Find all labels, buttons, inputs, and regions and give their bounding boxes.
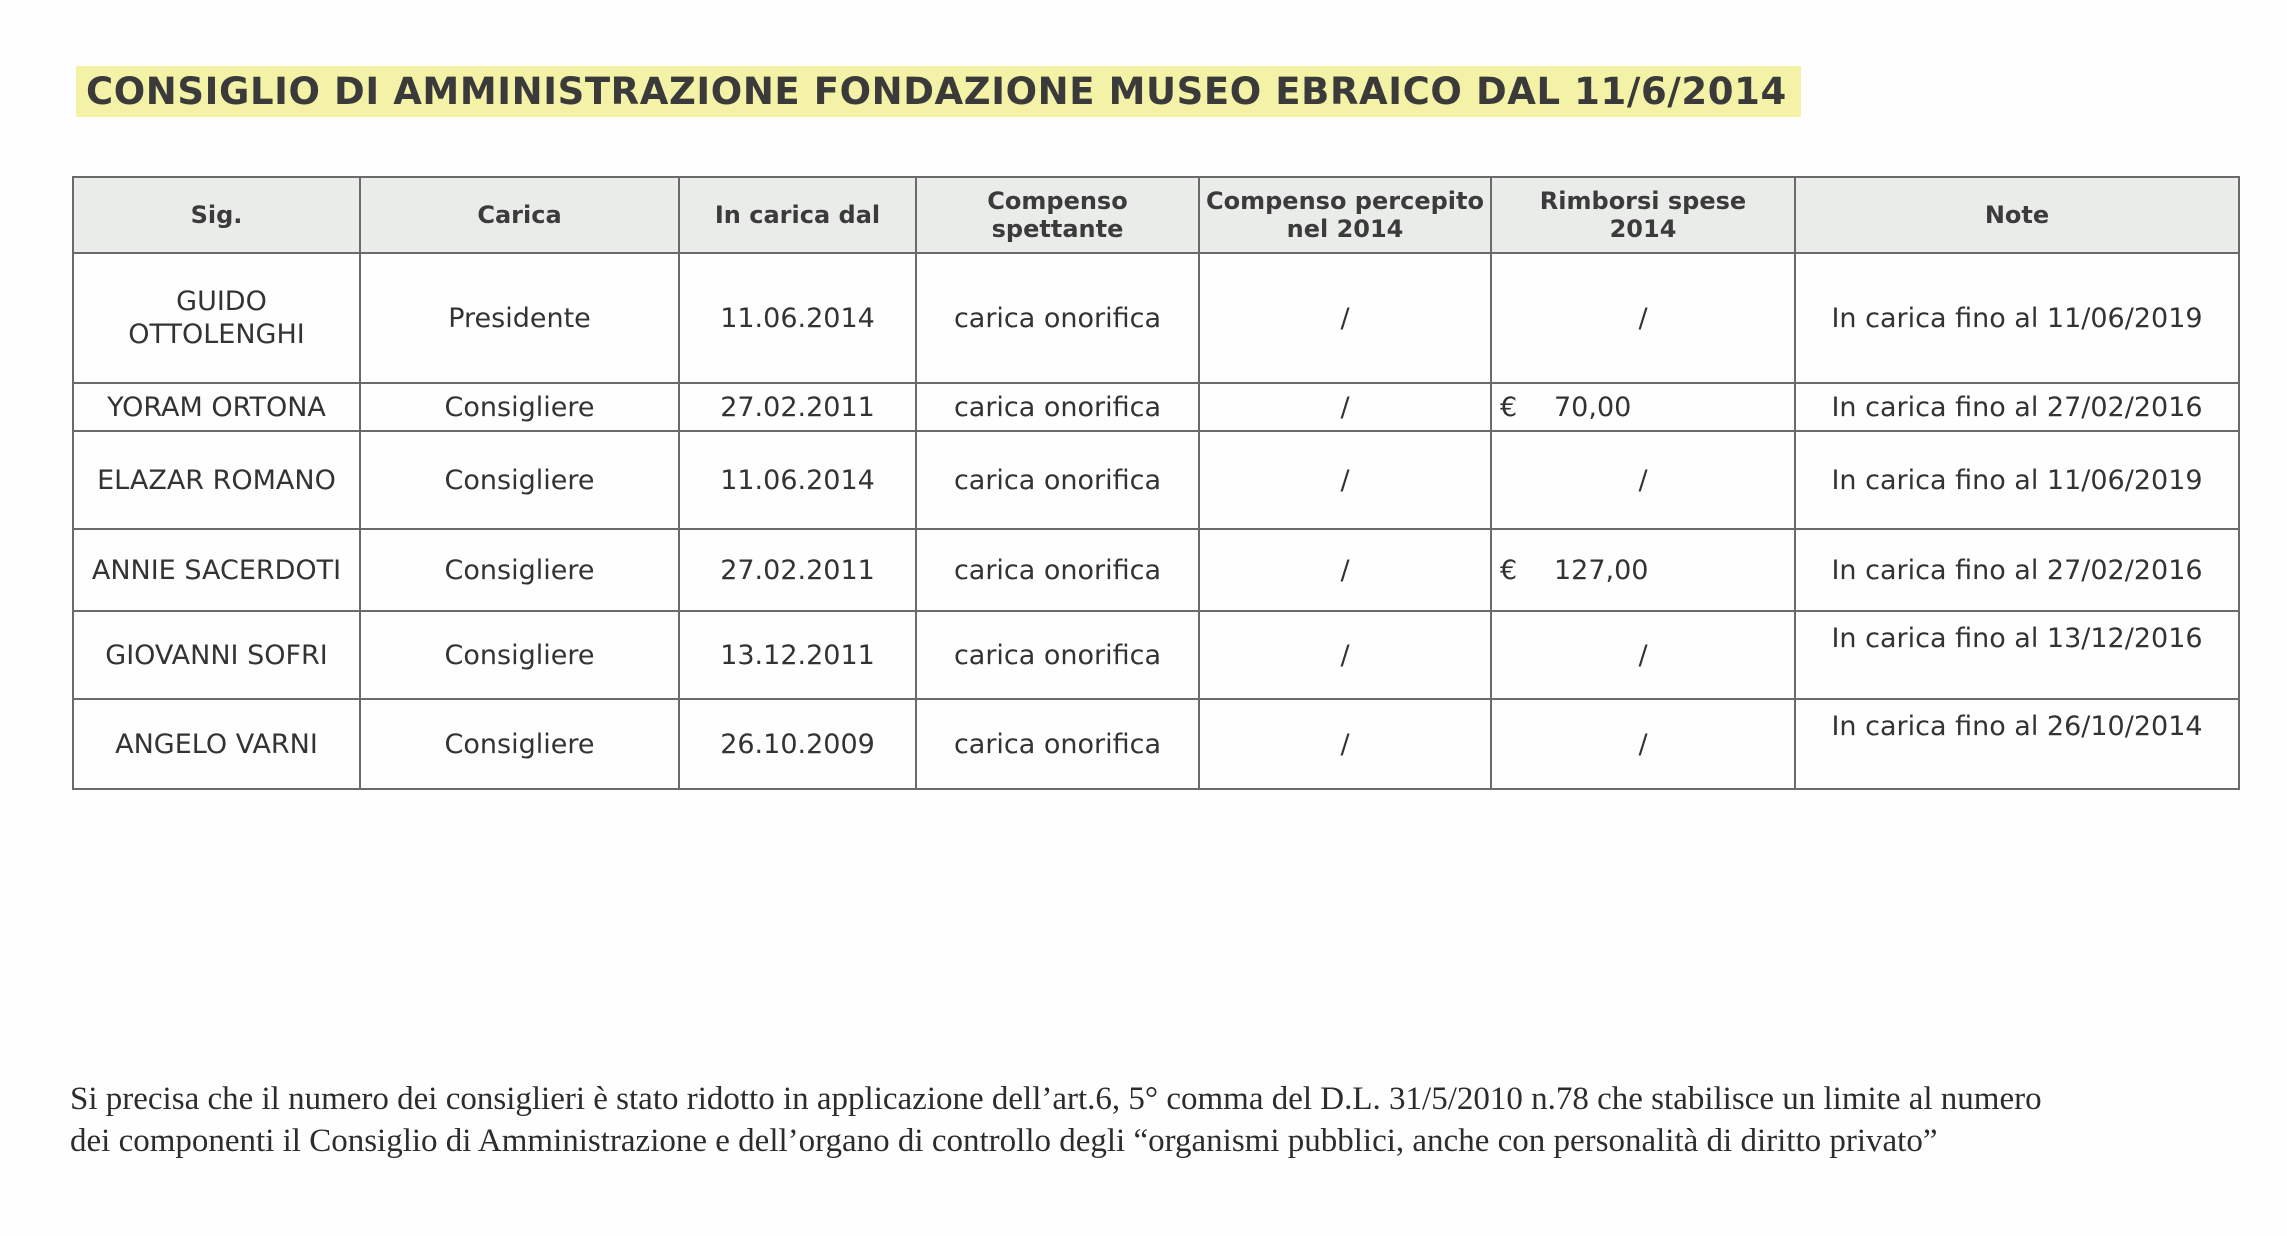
cell-rimborsi: / [1491,611,1795,699]
table-header-row [73,177,2239,253]
cell-name: ANGELO VARNI [73,699,360,789]
euro-sign: € [1500,391,1518,423]
cell-note: In carica fino al 13/12/2016 [1795,611,2239,699]
cell-note: In carica fino al 27/02/2016 [1795,529,2239,611]
cell-rimborsi [1491,383,1795,431]
cell-carica: Consigliere [360,611,679,699]
cell-percepito: / [1199,699,1491,789]
cell-dal: 13.12.2011 [679,611,916,699]
cell-note: In carica fino al 11/06/2019 [1795,431,2239,529]
header-rimborsi-line1: Rimborsi spese [1539,187,1747,215]
cell-percepito: / [1199,253,1491,383]
name-line-1: GUIDO [176,286,267,317]
cell-rimborsi: / [1491,699,1795,789]
header-compenso-percepito-line2: nel 2014 [1286,215,1404,243]
table-row [73,529,2239,611]
cell-name [73,253,360,383]
cell-percepito: / [1199,383,1491,431]
table-row [73,699,2239,789]
header-rimborsi [1491,177,1795,253]
cell-compenso: carica onorifica [916,253,1199,383]
document-title: CONSIGLIO DI AMMINISTRAZIONE FONDAZIONE MUSEO EBRAICO DAL 11/6/2014 [86,70,1787,113]
header-in-carica-dal: In carica dal [679,177,916,253]
cell-note: In carica fino al 26/10/2014 [1795,699,2239,789]
footnote-line-1: Si precisa che il numero dei consiglieri è stato ridotto in applicazione dell’art.6, 5° comma del D.L. 31/5/2010 n.78 che stabilisce un limite al numero [70,1081,2042,1117]
header-note: Note [1795,177,2239,253]
cell-dal: 26.10.2009 [679,699,916,789]
table-row [73,253,2239,383]
cell-dal: 11.06.2014 [679,253,916,383]
board-table [72,176,2240,790]
table-row [73,383,2239,431]
cell-carica: Consigliere [360,699,679,789]
cell-dal: 11.06.2014 [679,431,916,529]
cell-rimborsi: / [1491,431,1795,529]
cell-carica: Consigliere [360,431,679,529]
cell-percepito: / [1199,431,1491,529]
cell-note: In carica fino al 11/06/2019 [1795,253,2239,383]
header-compenso-percepito-line1: Compenso percepito [1206,187,1484,215]
header-compenso-spettante [916,177,1199,253]
cell-carica: Consigliere [360,529,679,611]
cell-compenso: carica onorifica [916,431,1199,529]
cell-note: In carica fino al 27/02/2016 [1795,383,2239,431]
name-line-2: OTTOLENGHI [128,319,305,350]
cell-compenso: carica onorifica [916,383,1199,431]
cell-compenso: carica onorifica [916,611,1199,699]
euro-sign: € [1500,554,1518,586]
header-carica: Carica [360,177,679,253]
rimborsi-amount: 127,00 [1554,554,1649,586]
cell-dal: 27.02.2011 [679,383,916,431]
cell-name: YORAM ORTONA [73,383,360,431]
cell-carica: Presidente [360,253,679,383]
header-sig: Sig. [73,177,360,253]
footnote-line-2: dei componenti il Consiglio di Amministrazione e dell’organo di controllo degli “organismi pubblici, anche con personalità di diritto privato” [70,1123,1938,1159]
header-compenso-spettante-line1: Compenso [987,187,1128,215]
cell-rimborsi [1491,529,1795,611]
cell-compenso: carica onorifica [916,529,1199,611]
cell-name: ELAZAR ROMANO [73,431,360,529]
header-rimborsi-line2: 2014 [1609,215,1677,243]
cell-name: ANNIE SACERDOTI [73,529,360,611]
cell-name: GIOVANNI SOFRI [73,611,360,699]
title-highlight [76,66,1801,117]
table-row [73,611,2239,699]
table-row [73,431,2239,529]
footnote [70,1078,2230,1162]
header-compenso-spettante-line2: spettante [991,215,1124,243]
cell-percepito: / [1199,529,1491,611]
cell-compenso: carica onorifica [916,699,1199,789]
cell-rimborsi: / [1491,253,1795,383]
cell-percepito: / [1199,611,1491,699]
cell-dal: 27.02.2011 [679,529,916,611]
rimborsi-amount: 70,00 [1554,391,1632,423]
header-compenso-percepito [1199,177,1491,253]
cell-carica: Consigliere [360,383,679,431]
